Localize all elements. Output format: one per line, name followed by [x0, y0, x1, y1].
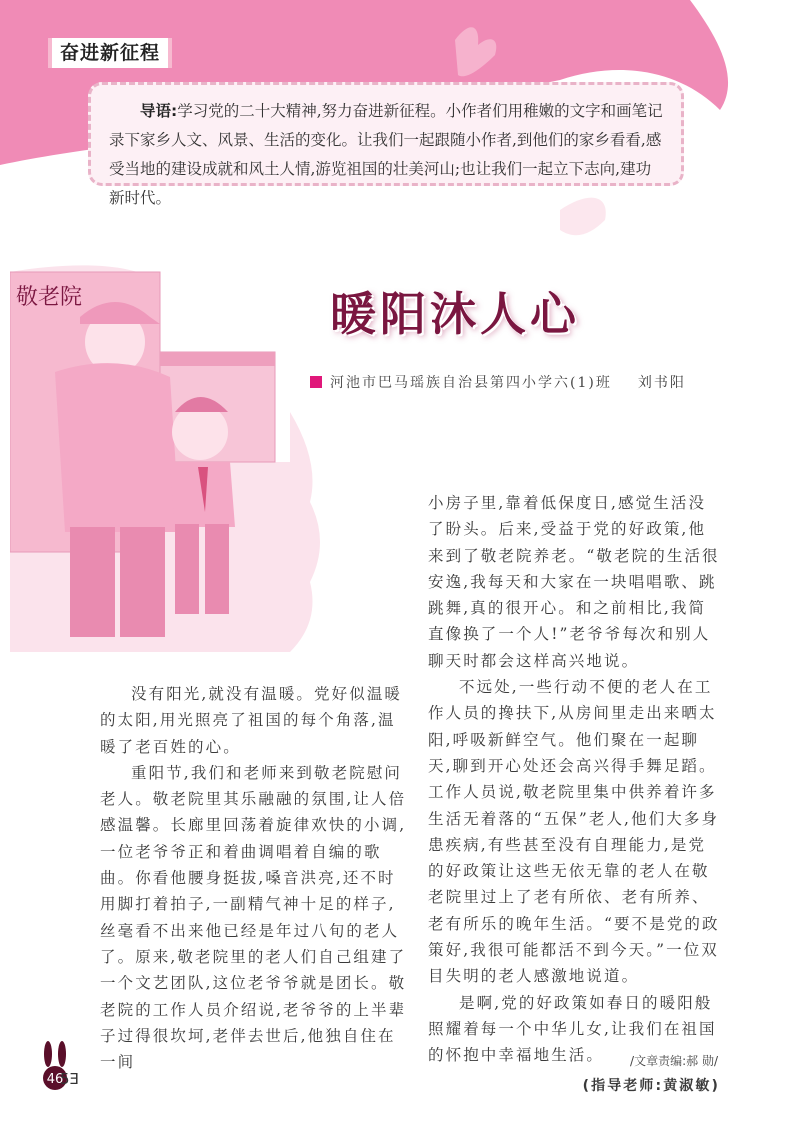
article-title: 暖阳沐人心 [330, 287, 580, 341]
nursing-home-sign: 敬老院 [16, 285, 83, 310]
article-editor: /文章责编:郝 勋/ [630, 1054, 718, 1068]
intro-box [88, 82, 684, 207]
paragraph: 没有阳光,就没有温暖。党好似温暖的太阳,用光照亮了祖国的每个角落,温暖了老百姓的心。 [100, 685, 403, 756]
article-column-right [428, 490, 720, 1099]
teacher-credit: (指导老师:黄淑敏) [582, 1077, 720, 1094]
byline [310, 372, 686, 392]
section-tag: 奋进新征程 [48, 38, 172, 68]
byline-square-icon [310, 376, 322, 388]
article-column-left [100, 681, 410, 1075]
page-mark: 5Ǝ [60, 1070, 80, 1088]
author-school: 河池市巴马瑶族自治县第四小学六(1)班 [330, 375, 612, 391]
page-number: 46 [46, 1072, 64, 1087]
paragraph: 重阳节,我们和老师来到敬老院慰问老人。敬老院里其乐融融的氛围,让人倍感温馨。长廊里回荡着旋律欢快的小调,一位老爷爷正和着曲调唱着自编的歌曲。你看他腰身挺拔,嗓音洪亮,还不时用脚打着拍子,一副精气神十足的样子,丝毫看不出来他已经是年过八旬的老人了。原来,敬老院里的老人们自己组建了一个文艺团队,这位老爷爷就是团长。敬老院的工作人员介绍说,老爷爷的上半辈子过得很坎坷,老伴去世后,他独自住在一间 [100, 763, 407, 1072]
paragraph: 不远处,一些行动不便的老人在工作人员的搀扶下,从房间里走出来晒太阳,呼吸新鲜空气。他们聚在一起聊天,聊到开心处还会高兴得手舞足蹈。工作人员说,敬老院里集中供养着许多生活无着落的“五保”老人,他们大多身患疾病,有些甚至没有自理能力,是党的好政策让这些无依无靠的老人在敬老院里过上了老有所依、老有所养、老有所乐的晚年生活。“要不是党的政策好,我很可能都活不到今天。”一位双目失明的老人感激地说道。 [428, 678, 720, 986]
author-name: 刘书阳 [637, 375, 686, 391]
nursing-home-illustration [10, 262, 320, 652]
paragraph: 是啊,党的好政策如春日的暖阳般照耀着每一个中华儿女,让我们在祖国的怀抱中幸福地生活。 [428, 993, 717, 1065]
intro-lead: 导语: [140, 102, 178, 120]
intro-text: 学习党的二十大精神,努力奋进新征程。小作者们用稚嫩的文字和画笔记录下家乡人文、风景、生活的变化。让我们一起跟随小作者,到他们的家乡看看,感受当地的建设成就和风土人情,游览祖国的壮美河山;也让我们一起立下志向,建功新时代。 [109, 102, 663, 207]
paragraph-continuation: 小房子里,靠着低保度日,感觉生活没了盼头。后来,受益于党的好政策,他来到了敬老院养老。“敬老院的生活很安逸,我每天和大家在一块唱唱歌、跳跳舞,真的很开心。和之前相比,我简直像换了一个人!”老爷爷每次和别人聊天时都会这样高兴地说。 [428, 494, 720, 670]
